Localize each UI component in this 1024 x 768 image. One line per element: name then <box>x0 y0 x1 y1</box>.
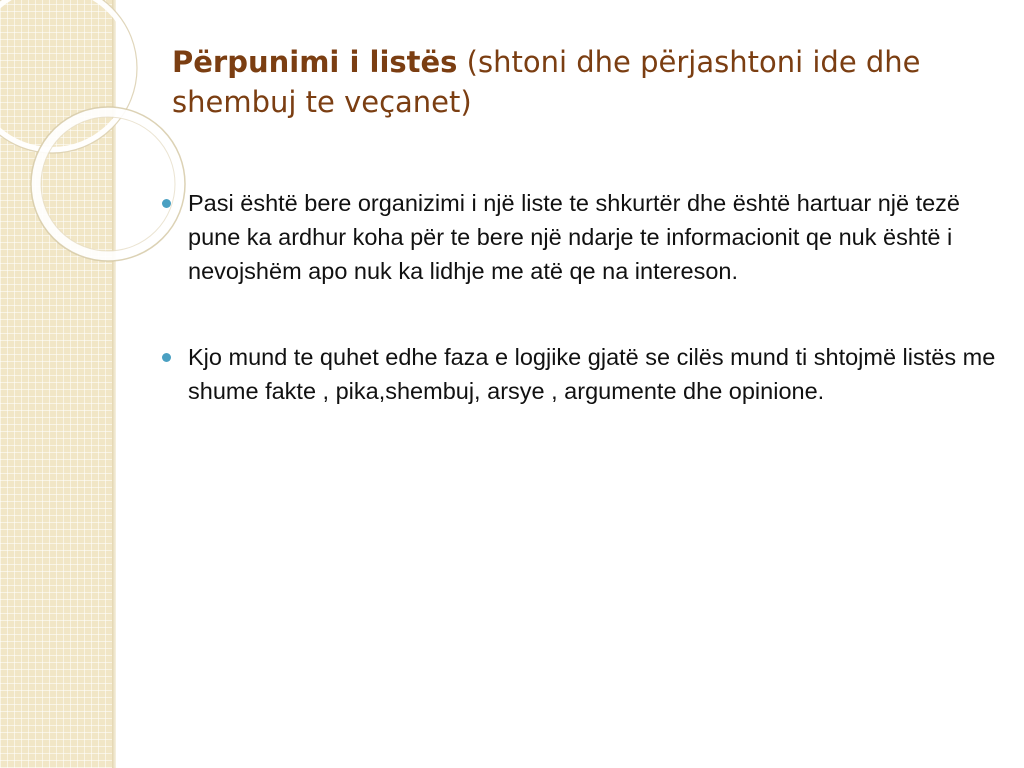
bullet-dot-icon <box>162 199 171 208</box>
slide-title-bold: Përpunimi i listës <box>172 45 458 79</box>
bullet-text: Pasi është bere organizimi i një liste te shkurtër dhe është hartuar një tezë pune ka ardhur koha për te bere një ndarje te informacionit qe nuk është i nevojshëm apo nuk ka lidhje me atë qe na intereson. <box>188 190 961 284</box>
bullet-dot-icon <box>162 353 171 362</box>
bullet-item <box>158 186 998 288</box>
bullet-text: Kjo mund te quhet edhe faza e logjike gjatë se cilës mund ti shtojmë listës me shume fakte , pika,shembuj, arsye , argumente dhe opinione. <box>188 344 996 404</box>
slide-title <box>172 42 972 122</box>
bullet-item <box>158 340 998 408</box>
bullet-list <box>158 186 998 408</box>
slide-title-subtitle: (shtoni dhe përjashtoni ide dhe shembuj te veçanet) <box>172 45 921 119</box>
